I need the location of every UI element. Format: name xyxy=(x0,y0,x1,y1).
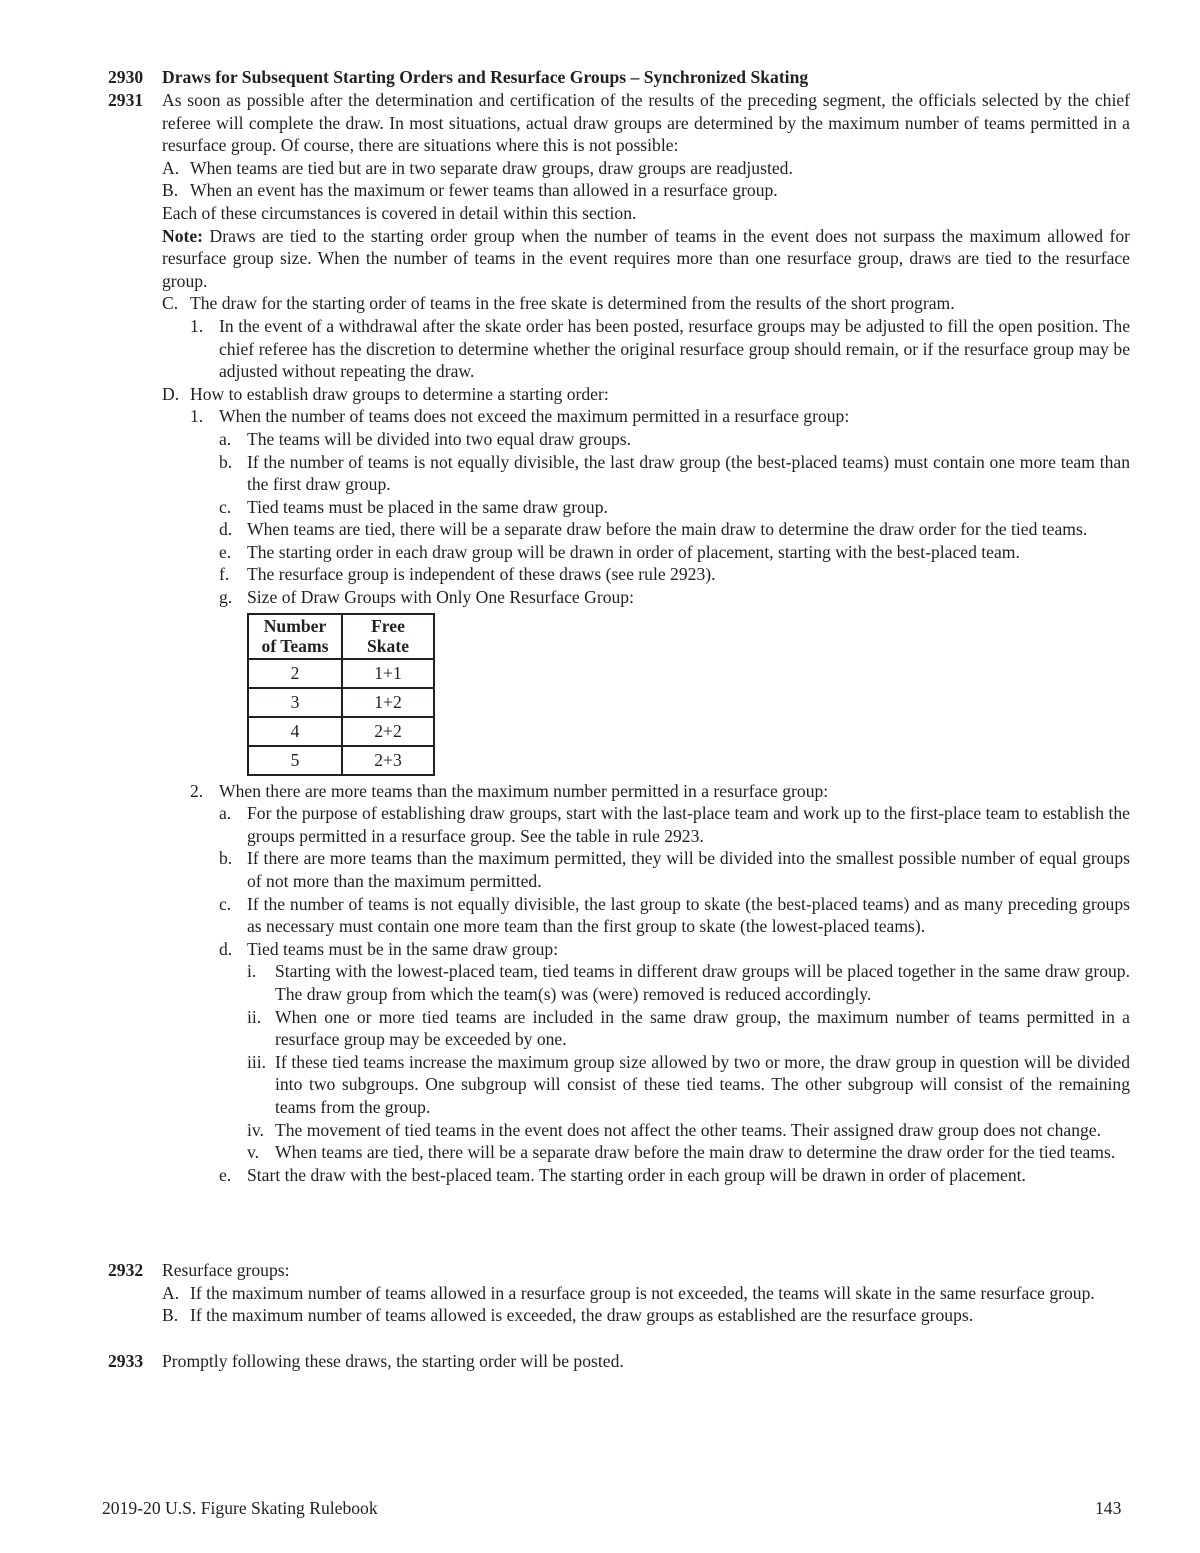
list-label: v. xyxy=(247,1142,260,1163)
list-text: If the maximum number of teams allowed in a resurface group is not exceeded, the teams will skate in the same resurface group. xyxy=(190,1282,1095,1303)
list-text: When teams are tied, there will be a separate draw before the main draw to determine the draw order for the tied teams. xyxy=(275,1142,1116,1163)
list-item xyxy=(162,157,1130,180)
list-item xyxy=(247,960,1130,1005)
list-label: 1. xyxy=(190,315,204,336)
rule-number: 2930 xyxy=(108,67,144,87)
list-item xyxy=(219,847,1130,892)
list-text: In the event of a withdrawal after the skate order has been posted, resurface groups may be adjusted to fill the open position. The chief referee has the discretion to determine whether the original resurface group should remain, or if the resurface group may be adjusted without repeating the draw. xyxy=(219,315,1130,382)
list-label: c. xyxy=(219,893,232,914)
list-label: i. xyxy=(247,961,257,982)
cell-free-skate: 1+1 xyxy=(342,659,434,688)
list-label: e. xyxy=(219,541,232,562)
list-item xyxy=(190,405,1130,428)
rule-paragraph: Resurface groups: xyxy=(162,1260,290,1280)
table-row xyxy=(248,688,434,717)
list-text: If there are more teams than the maximum permitted, they will be divided into the smallest possible number of equal groups of not more than the maximum permitted. xyxy=(247,848,1130,892)
list-label: a. xyxy=(219,803,232,824)
list-text: If the number of teams is not equally divisible, the last draw group (the best-placed teams) must contain one more team than the first draw group. xyxy=(247,451,1130,495)
cell-teams: 3 xyxy=(248,688,342,717)
list-label: C. xyxy=(162,293,179,314)
list-item xyxy=(219,518,1130,541)
list-label: 1. xyxy=(190,406,204,427)
list-item xyxy=(190,315,1130,383)
list-label: f. xyxy=(219,564,230,585)
footer-book-title: 2019-20 U.S. Figure Skating Rulebook xyxy=(102,1498,378,1518)
list-label: B. xyxy=(162,180,179,201)
cell-free-skate: 1+2 xyxy=(342,688,434,717)
list-label: b. xyxy=(219,451,233,472)
rule-number: 2933 xyxy=(108,1351,144,1371)
list-text: The teams will be divided into two equal draw groups. xyxy=(247,428,632,449)
list-text: When teams are tied but are in two separate draw groups, draw groups are readjusted. xyxy=(190,157,793,178)
list-label: A. xyxy=(162,157,180,178)
list-item xyxy=(219,938,1130,961)
list-text: When teams are tied, there will be a separate draw before the main draw to determine the draw order for the tied teams. xyxy=(247,519,1088,540)
cell-teams: 2 xyxy=(248,659,342,688)
note-paragraph xyxy=(162,225,1130,293)
header-line: Number xyxy=(263,616,327,637)
rule-2933 xyxy=(108,1350,1130,1373)
cell-teams: 5 xyxy=(248,746,342,775)
list-text: When one or more tied teams are included in the same draw group, the maximum number of teams permitted in a resurface group may be exceeded by one. xyxy=(275,1006,1130,1050)
list-text: Size of Draw Groups with Only One Resurface Group: xyxy=(247,587,634,608)
note-label: Note: xyxy=(162,225,204,246)
list-label: A. xyxy=(162,1282,180,1303)
list-item xyxy=(162,1304,1130,1327)
list-item xyxy=(219,541,1130,564)
list-label: d. xyxy=(219,519,233,540)
list-text: How to establish draw groups to determine a starting order: xyxy=(190,383,609,404)
rule-2932 xyxy=(108,1259,1130,1327)
list-label: d. xyxy=(219,938,233,959)
list-text: If the maximum number of teams allowed is exceeded, the draw groups as established are the resurface groups. xyxy=(190,1305,974,1326)
rule-number: 2932 xyxy=(108,1260,144,1280)
header-line: of Teams xyxy=(261,636,329,657)
list-item xyxy=(162,292,1130,315)
list-item xyxy=(190,780,1130,803)
table-row xyxy=(248,746,434,775)
list-text: When there are more teams than the maximum number permitted in a resurface group: xyxy=(219,780,829,801)
list-item xyxy=(219,563,1130,586)
list-item xyxy=(219,893,1130,938)
section-heading: Draws for Subsequent Starting Orders and Resurface Groups – Synchronized Skating xyxy=(162,67,809,87)
list-item xyxy=(219,586,1130,609)
cell-teams: 4 xyxy=(248,717,342,746)
list-text: Start the draw with the best-placed team. The starting order in each group will be drawn in order of placement. xyxy=(247,1164,1026,1185)
list-text: Tied teams must be in the same draw group: xyxy=(247,938,559,959)
list-label: B. xyxy=(162,1305,179,1326)
cell-free-skate: 2+3 xyxy=(342,746,434,775)
footer-page-number: 143 xyxy=(1095,1498,1122,1518)
list-text: Starting with the lowest-placed team, tied teams in different draw groups will be placed together in the same draw group. The draw group from which the team(s) was (were) removed is reduced accordingly. xyxy=(275,961,1130,1004)
list-text: When an event has the maximum or fewer teams than allowed in a resurface group. xyxy=(190,180,778,201)
rule-paragraph: Promptly following these draws, the starting order will be posted. xyxy=(162,1351,624,1371)
list-label: e. xyxy=(219,1164,232,1185)
list-text: The resurface group is independent of these draws (see rule 2923). xyxy=(247,564,716,585)
draw-groups-table xyxy=(247,613,435,776)
list-item xyxy=(162,383,1130,406)
list-label: c. xyxy=(219,496,232,517)
header-line: Free xyxy=(371,616,405,637)
list-item xyxy=(219,496,1130,519)
table-row xyxy=(248,659,434,688)
list-label: ii. xyxy=(247,1006,262,1027)
rule-2930 xyxy=(108,66,1130,89)
list-item xyxy=(247,1006,1130,1051)
column-header-free-skate xyxy=(342,614,434,659)
list-label: iv. xyxy=(247,1119,264,1140)
list-item xyxy=(162,1282,1130,1305)
list-text: If these tied teams increase the maximum group size allowed by two or more, the draw group in question will be divided into two subgroups. One subgroup will consist of these tied teams. The other subgroup will consist of the remaining teams from the group. xyxy=(275,1051,1130,1117)
list-text: If the number of teams is not equally divisible, the last group to skate (the best-placed teams) and as many preceding groups as necessary must contain one more team than the first group to skate (the lowest-placed teams). xyxy=(247,893,1130,937)
list-text: The draw for the starting order of teams in the free skate is determined from the results of the short program. xyxy=(190,293,955,314)
table-header-row xyxy=(248,614,434,659)
list-label: g. xyxy=(219,587,233,608)
note-text: Draws are tied to the starting order group when the number of teams in the event does not surpass the maximum allowed for resurface group size. When the number of teams in the event requires more than one resurface group, draws are tied to the resurface group. xyxy=(162,225,1130,291)
list-item xyxy=(162,179,1130,202)
list-item xyxy=(219,802,1130,847)
list-text: Tied teams must be placed in the same draw group. xyxy=(247,496,608,517)
list-text: When the number of teams does not exceed the maximum permitted in a resurface group: xyxy=(219,406,850,427)
list-item xyxy=(247,1119,1130,1142)
rule-number: 2931 xyxy=(108,90,144,110)
list-item xyxy=(247,1051,1130,1119)
rule-2931 xyxy=(108,89,1130,1186)
list-label: iii. xyxy=(247,1051,267,1072)
list-item xyxy=(219,451,1130,496)
header-line: Skate xyxy=(366,636,410,657)
list-label: b. xyxy=(219,848,233,869)
table-row xyxy=(248,717,434,746)
list-item xyxy=(219,428,1130,451)
cell-free-skate: 2+2 xyxy=(342,717,434,746)
list-label: a. xyxy=(219,428,232,449)
rule-paragraph: Each of these circumstances is covered in detail within this section. xyxy=(162,202,637,223)
list-text: The starting order in each draw group will be drawn in order of placement, starting with the best-placed team. xyxy=(247,541,1020,562)
column-header-teams xyxy=(248,614,342,659)
list-item xyxy=(219,1164,1130,1187)
rule-paragraph: As soon as possible after the determination and certification of the results of the preceding segment, the officials selected by the chief referee will complete the draw. In most situations, actual draw groups are determined by the maximum number of teams permitted in a resurface group. Of course, there are situations where this is not possible: xyxy=(162,90,1130,156)
list-label: 2. xyxy=(190,780,204,801)
list-text: The movement of tied teams in the event does not affect the other teams. Their assigned draw group does not change. xyxy=(275,1119,1102,1140)
list-item xyxy=(247,1141,1130,1164)
list-text: For the purpose of establishing draw groups, start with the last-place team and work up to the first-place team to establish the groups permitted in a resurface group. See the table in rule 2923. xyxy=(247,803,1130,846)
list-label: D. xyxy=(162,383,180,404)
